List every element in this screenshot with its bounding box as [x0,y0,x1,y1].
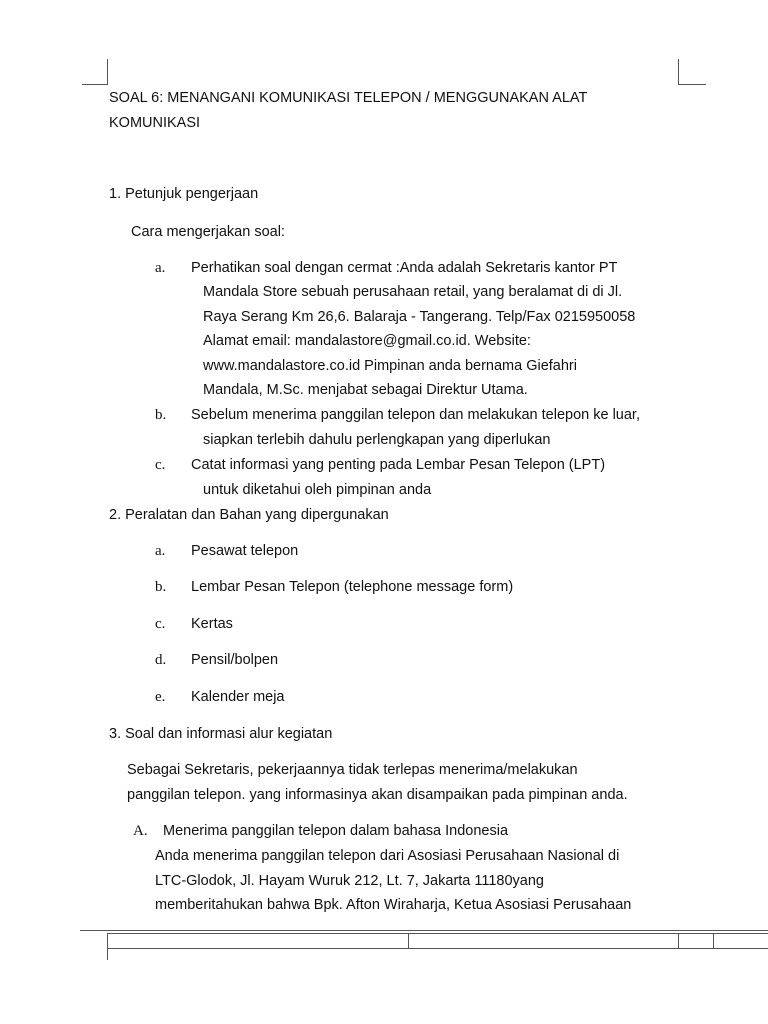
equipment-item: Kertas [191,616,233,632]
instruction-a-line: Mandala Store sebuah perusahaan retail, yang beralamat di di Jl. [203,284,623,300]
section-1-heading: 1. Petunjuk pengerjaan [109,186,259,202]
footer-cell-border [713,933,714,949]
list-marker: a. [155,260,166,276]
instruction-a-line: Mandala, M.Sc. menjabat sebagai Direktur Utama. [203,382,528,398]
footer-inner-top [107,933,768,934]
instruction-c-line: Catat informasi yang penting pada Lembar Pesan Telepon (LPT) [191,457,606,473]
task-a-line: LTC-Glodok, Jl. Hayam Wuruk 212, Lt. 7, Jakarta 11180yang [155,873,545,889]
footer-bottom [107,948,768,949]
list-marker: b. [155,407,167,423]
section-3-heading: 3. Soal dan informasi alur kegiatan [109,726,333,742]
section-1-intro: Cara mengerjakan soal: [131,224,285,240]
document-title-line-2: KOMUNIKASI [109,115,201,131]
instruction-a-line: Raya Serang Km 26,6. Balaraja - Tangerang. Telp/Fax 0215950058 [203,309,636,325]
section-2-heading: 2. Peralatan dan Bahan yang dipergunakan [109,507,389,523]
equipment-item: Lembar Pesan Telepon (telephone message form) [191,579,514,595]
section-3-paragraph-line: Sebagai Sekretaris, pekerjaannya tidak terlepas menerima/melakukan [127,762,578,778]
instruction-b-line: Sebelum menerima panggilan telepon dan melakukan telepon ke luar, [191,407,640,423]
crop-mark-left-horizontal [82,84,108,85]
instruction-a-line: Perhatikan soal dengan cermat :Anda adalah Sekretaris kantor PT [191,260,618,276]
list-marker: e. [155,689,166,705]
instruction-c-line: untuk diketahui oleh pimpinan anda [203,482,432,498]
task-a-title: Menerima panggilan telepon dalam bahasa Indonesia [163,823,509,839]
instruction-b-line: siapkan terlebih dahulu perlengkapan yang diperlukan [203,432,551,448]
footer-cell-border [107,933,108,949]
list-marker: b. [155,579,167,595]
instruction-a-line: Alamat email: mandalastore@gmail.co.id. Website: [203,333,531,349]
instruction-a-line: www.mandalastore.co.id Pimpinan anda bernama Giefahri [203,358,577,374]
list-marker: a. [155,543,166,559]
equipment-item: Pensil/bolpen [191,652,279,668]
crop-mark-left-vertical [107,59,108,85]
task-a-line: Anda menerima panggilan telepon dari Asosiasi Perusahaan Nasional di [155,848,620,864]
section-3-paragraph-line: panggilan telepon. yang informasinya akan disampaikan pada pimpinan anda. [127,787,628,803]
crop-mark-right-horizontal [678,84,706,85]
list-marker: c. [155,457,166,473]
list-marker: c. [155,616,166,632]
task-a-line: memberitahukan bahwa Bpk. Afton Wiraharja, Ketua Asosiasi Perusahaan [155,897,632,913]
equipment-item: Pesawat telepon [191,543,299,559]
footer-outer-top [80,930,768,931]
footer-cell-border [408,933,409,949]
crop-mark-right-vertical [678,59,679,85]
document-title-line-1: SOAL 6: MENANGANI KOMUNIKASI TELEPON / MENGGUNAKAN ALAT [109,90,588,106]
task-a-marker: A. [133,823,148,839]
equipment-item: Kalender meja [191,689,285,705]
crop-mark-bottom-vertical [107,948,108,960]
list-marker: d. [155,652,167,668]
footer-cell-border [678,933,679,949]
footer-table [80,930,768,950]
